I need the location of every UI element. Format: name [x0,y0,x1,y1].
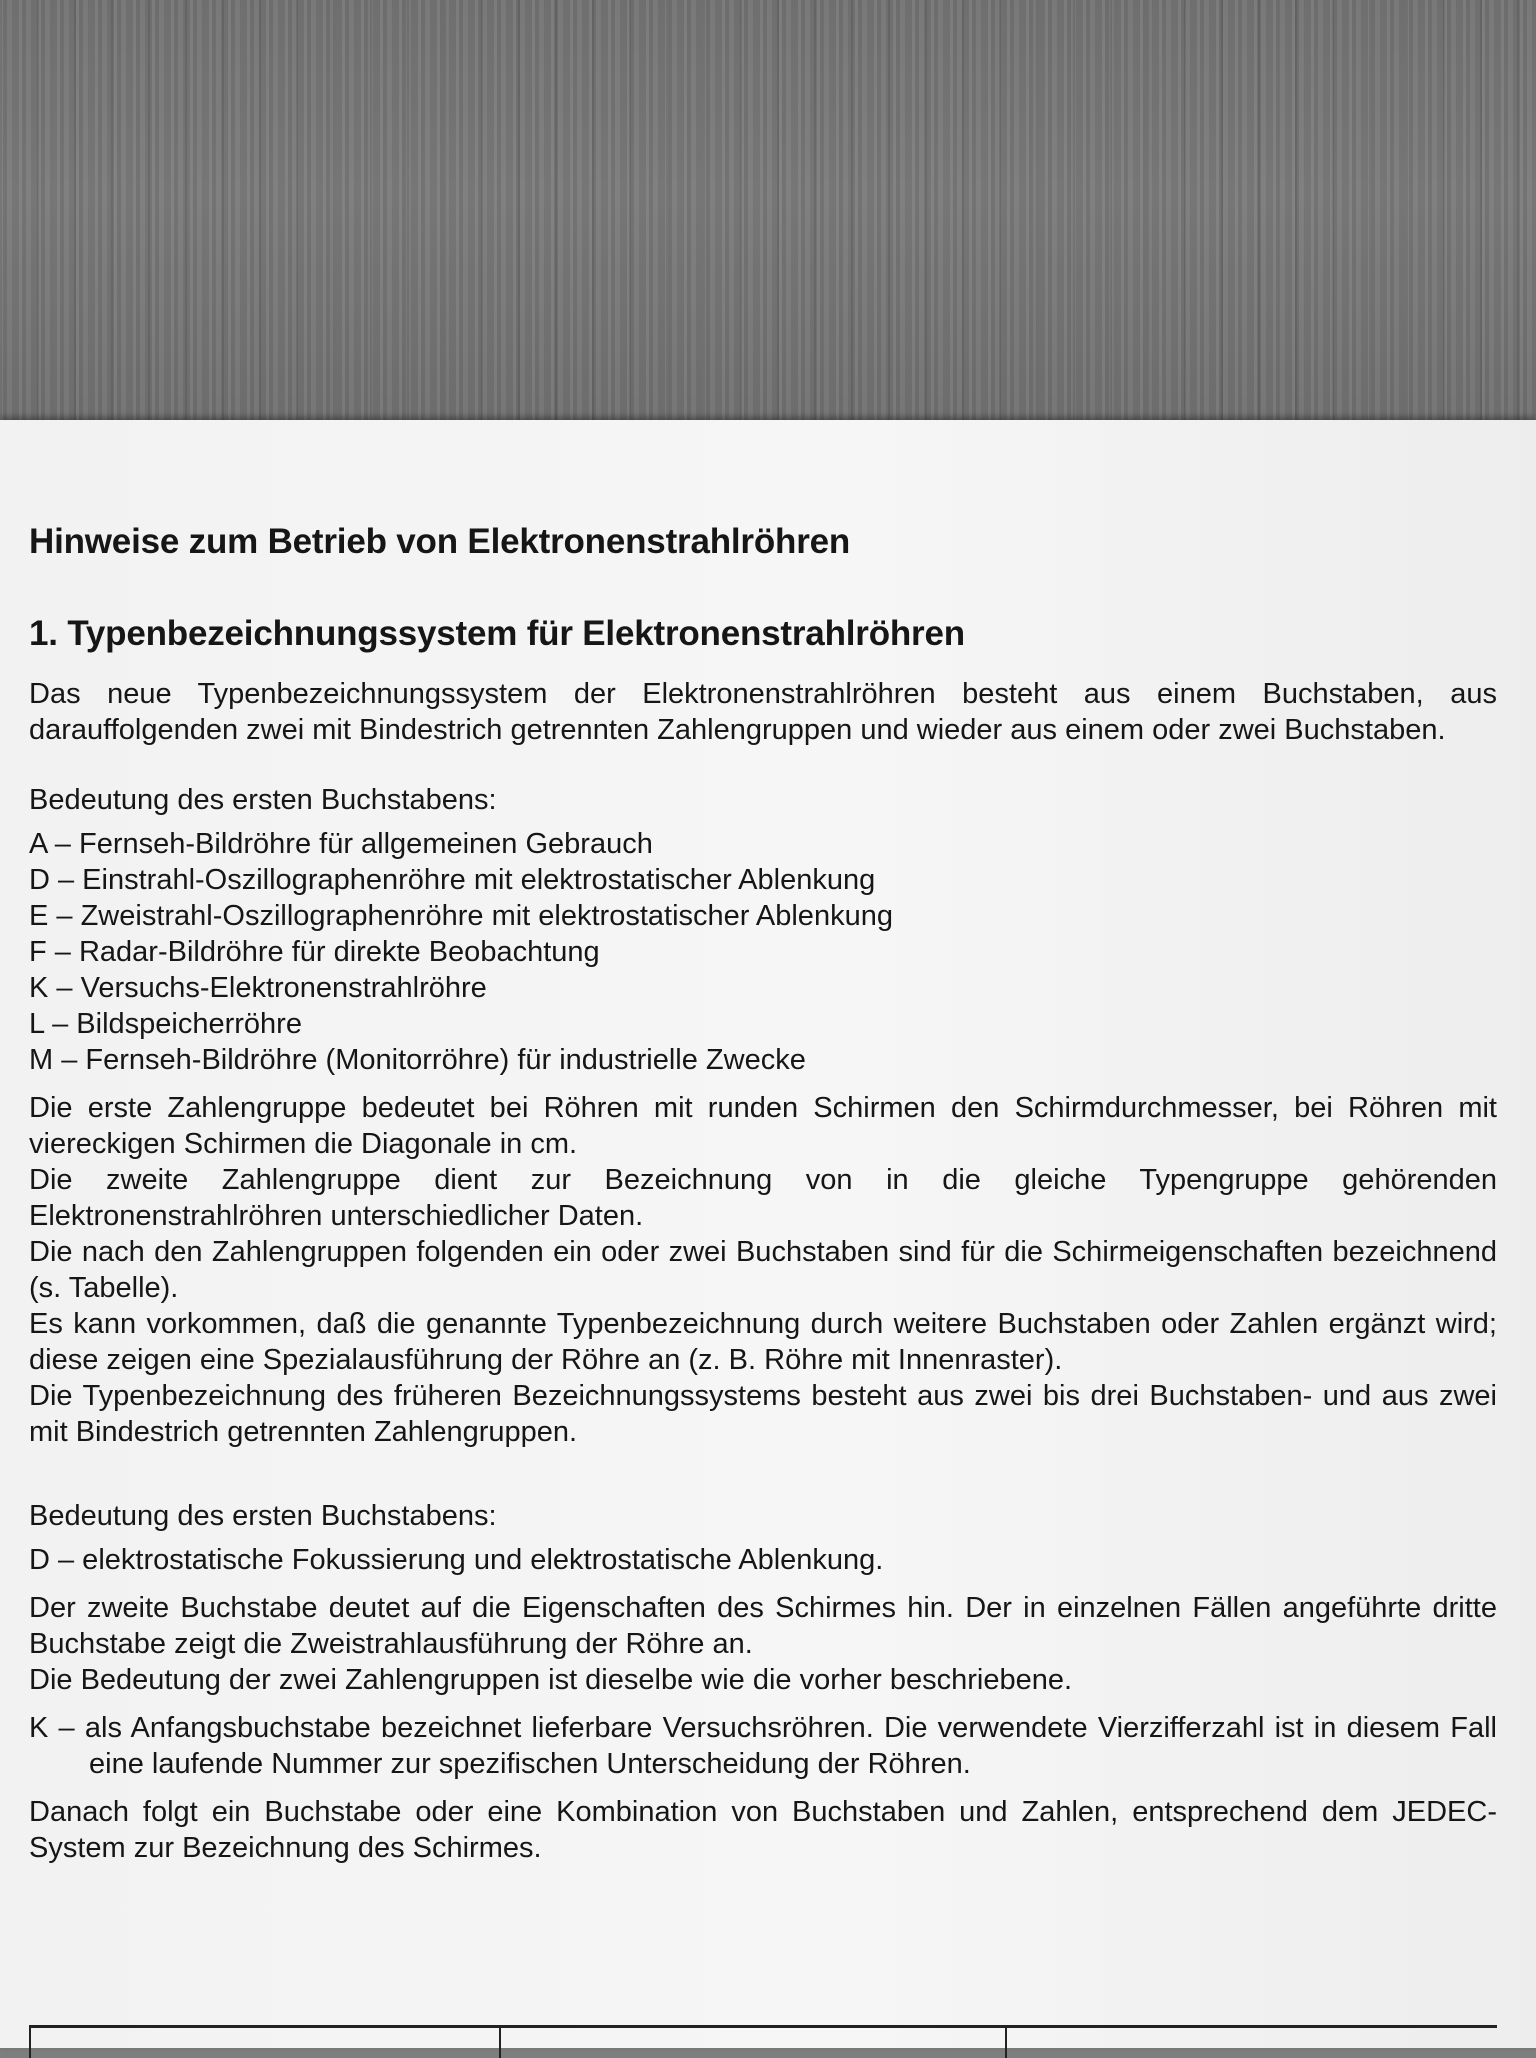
first-letter-heading: Bedeutung des ersten Buchstabens: [29,784,497,816]
extension-paragraph: Es kann vorkommen, daß die genannte Typenbezeichnung durch weitere Buchstaben oder Zahlen ergänzt wird; diese zeigen eine Spezialausführung der Röhre an (z. B. Röhre mit Innenraster). [29,1308,1497,1376]
list-item: F – Radar-Bildröhre für direkte Beobachtung [29,936,600,968]
list-item: E – Zweistrahl-Oszillographenröhre mit elektrostatischer Ablenkung [29,900,893,932]
list-item: D – Einstrahl-Oszillographenröhre mit elektrostatischer Ablenkung [29,864,876,896]
table-column-divider [29,2028,31,2058]
second-letter-paragraph: Der zweite Buchstabe deutet auf die Eigenschaften des Schirmes hin. Der in einzelnen Fällen angeführte dritte Buchstabe zeigt die Zweistrahlausführung der Röhre an. [29,1592,1497,1660]
list-item: A – Fernseh-Bildröhre für allgemeinen Gebrauch [29,828,653,860]
table-top-edge [29,2025,1497,2058]
intro-paragraph: Das neue Typenbezeichnungssystem der Elektronenstrahlröhren besteht aus einem Buchstaben, aus darauffolgenden zwei mit Bindestrich getrennten Zahlengruppen und wieder aus einem oder zwei Buchstaben. [29,678,1497,746]
first-group-paragraph: Die erste Zahlengruppe bedeutet bei Röhren mit runden Schirmen den Schirmdurchmesser, bei Röhren mit viereckigen Schirmen die Diagonale in cm. [29,1092,1497,1160]
numbers-meaning-paragraph: Die Bedeutung der zwei Zahlengruppen ist dieselbe wie die vorher beschriebene. [29,1664,1073,1696]
after-groups-paragraph: Die nach den Zahlengruppen folgenden ein oder zwei Buchstaben sind für die Schirmeigenschaften bezeichnend (s. Tabelle). [29,1236,1497,1304]
table-column-divider [1005,2028,1007,2058]
old-first-letter-item: D – elektrostatische Fokussierung und elektrostatische Ablenkung. [29,1544,884,1576]
list-item: M – Fernseh-Bildröhre (Monitorröhre) für industrielle Zwecke [29,1044,806,1076]
second-group-paragraph: Die zweite Zahlengruppe dient zur Bezeichnung von in die gleiche Typengruppe gehörenden Elektronenstrahlröhren unterschiedlicher Daten. [29,1164,1497,1232]
document-page [0,420,1536,2048]
k-prefix-paragraph: K – als Anfangsbuchstabe bezeichnet lieferbare Versuchsröhren. Die verwendete Vierzifferzahl ist in diesem Fall eine laufende Nummer zur spezifischen Unterscheidung der Röhren. [29,1712,1497,1780]
list-item: K – Versuchs-Elektronenstrahlröhre [29,972,487,1004]
old-first-letter-heading: Bedeutung des ersten Buchstabens: [29,1500,497,1532]
document-title: Hinweise zum Betrieb von Elektronenstrahlröhren [29,522,851,561]
table-column-divider [499,2028,501,2058]
jedec-paragraph: Danach folgt ein Buchstabe oder eine Kombination von Buchstaben und Zahlen, entsprechend dem JEDEC-System zur Bezeichnung des Schirmes. [29,1796,1497,1864]
list-item: L – Bildspeicherröhre [29,1008,302,1040]
wood-background [0,0,1536,430]
section-heading: 1. Typenbezeichnungssystem für Elektronenstrahlröhren [29,614,965,653]
document-content [29,520,1497,1866]
first-letter-list [29,826,1497,1078]
old-system-paragraph: Die Typenbezeichnung des früheren Bezeichnungssystems besteht aus zwei bis drei Buchstaben- und aus zwei mit Bindestrich getrennten Zahlengruppen. [29,1380,1497,1448]
